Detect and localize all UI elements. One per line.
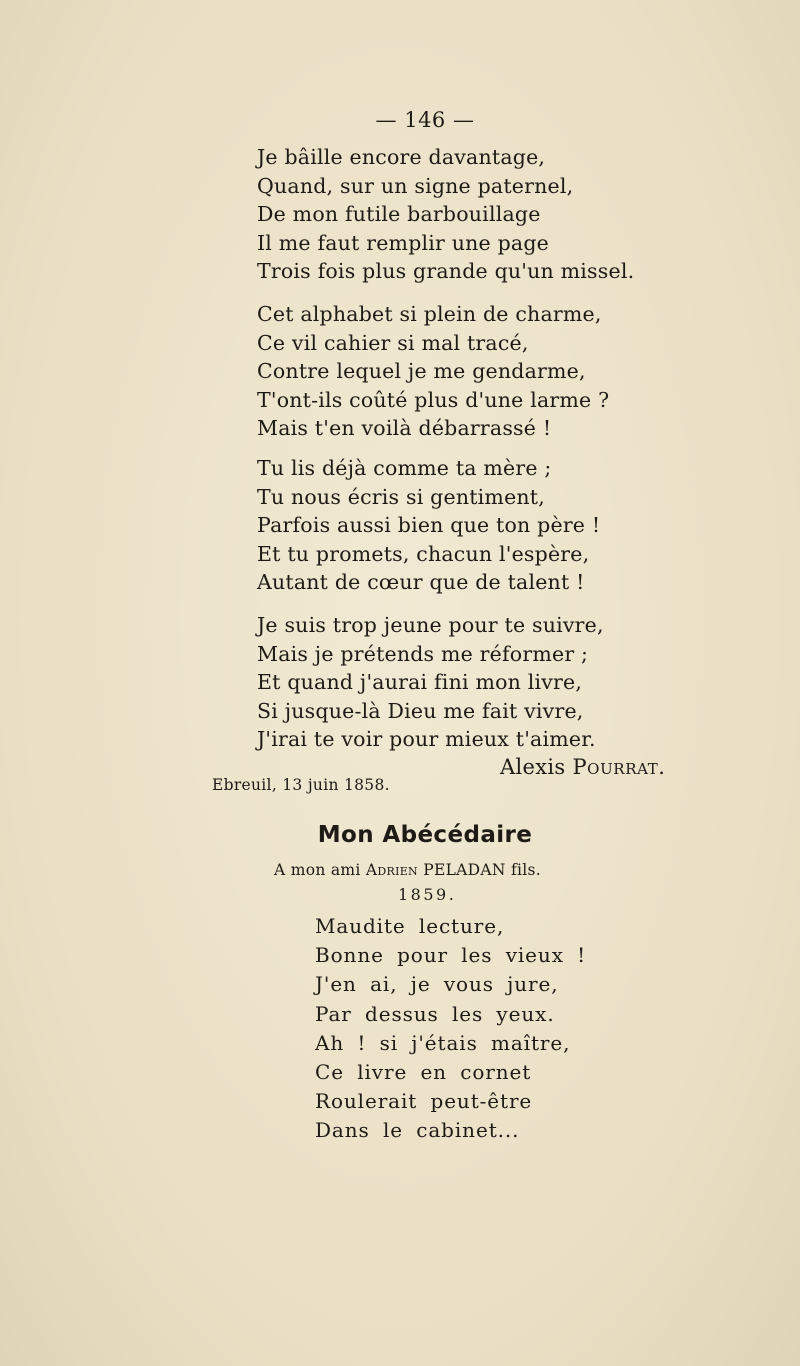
verse-line: Cet alphabet si plein de charme, [257, 302, 602, 326]
stanza-2 [257, 300, 609, 443]
verse-line: Contre lequel je me gendarme, [257, 359, 586, 384]
dedication-name-last: PELADAN fils. [423, 861, 542, 879]
verse-line: Tu nous écris si gentiment, [257, 484, 545, 509]
verse-line: Par dessus les yeux. [315, 1001, 555, 1026]
poem-title: Mon Abécédaire [317, 822, 533, 848]
dedication-name-first: Adrien [365, 861, 418, 879]
verse-line: Autant de cœur que de talent ! [257, 570, 585, 595]
verse-line: Bonne pour les vieux ! [315, 943, 587, 968]
verse-line: Ce livre en cornet [315, 1060, 532, 1085]
verse-line: Et quand j'aurai fini mon livre, [257, 670, 583, 695]
dedication [274, 861, 541, 879]
verse-line: T'ont-ils coûté plus d'une larme ? [257, 387, 610, 412]
verse-line: Ah ! si j'étais maître, [315, 1030, 571, 1055]
place-date: Ebreuil, 13 juin 1858. [212, 776, 390, 794]
stanza-1 [257, 143, 634, 286]
stanza-4 [257, 611, 604, 754]
verse-line: Il me faut remplir une page [257, 230, 549, 255]
verse-line: Si jusque-là Dieu me fait vivre, [257, 698, 584, 723]
author-signature [500, 755, 666, 779]
dedication-prefix: A mon ami [274, 861, 361, 879]
verse-line: Tu lis déjà comme ta mère ; [257, 456, 552, 480]
verse-line: Je bâille encore davantage, [257, 145, 546, 169]
verse-line: J'irai te voir pour mieux t'aimer. [257, 727, 596, 752]
verse-line: Mais je prétends me réformer ; [257, 641, 589, 666]
verse-line: Maudite lecture, [315, 914, 505, 938]
verse-line: Ce vil cahier si mal tracé, [257, 330, 529, 355]
poem-year: 1859. [398, 885, 457, 904]
verse-line: De mon futile barbouillage [257, 202, 541, 227]
verse-line: Trois fois plus grande qu'un missel. [257, 259, 635, 284]
page-number: — 146 — [375, 108, 475, 132]
verse-line: Quand, sur un signe paternel, [257, 173, 574, 198]
verse-line: Dans le cabinet... [315, 1118, 520, 1143]
verse-line: J'en ai, je vous jure, [315, 972, 559, 997]
verse-line: Et tu promets, chacun l'espère, [257, 541, 590, 566]
stanza-3 [257, 454, 600, 597]
verse-line: Parfois aussi bien que ton père ! [257, 513, 601, 538]
stanza-5 [315, 912, 586, 1146]
verse-line: Roulerait peut-être [315, 1089, 533, 1114]
verse-line: Je suis trop jeune pour te suivre, [257, 613, 604, 637]
verse-line: Mais t'en voilà débarrassé ! [257, 416, 552, 441]
author-last-name: Pourrat. [572, 755, 666, 779]
author-first-name: Alexis [500, 755, 566, 779]
